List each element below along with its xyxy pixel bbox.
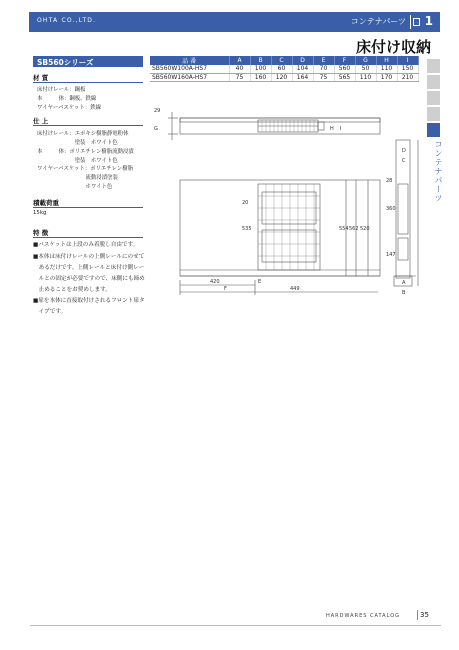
dim-label: 28 <box>386 178 393 184</box>
section-rule <box>33 125 143 126</box>
material-line: ワイヤーバスケット：鉄線 <box>37 105 101 111</box>
table-cell: 60 <box>271 65 292 73</box>
table-cell: 120 <box>271 73 292 81</box>
dim-label: 535 <box>242 226 252 232</box>
table-header: B <box>250 56 271 65</box>
table-header: A <box>229 56 250 65</box>
table-cell: 100 <box>250 65 271 73</box>
side-index-tabs <box>427 59 440 139</box>
dim-label: 449 <box>290 286 300 292</box>
feature-line: 止めることをお奨めします。 <box>33 287 111 293</box>
table-cell: 50 <box>355 65 376 73</box>
finish-line: 流動浸漬塗装 <box>37 175 118 181</box>
feature-line: あるだけです。上側レールと床付け側レー <box>33 265 145 271</box>
side-tab <box>427 75 440 89</box>
table-cell: SB560W100A-HS7 <box>150 65 229 73</box>
side-tab <box>427 59 440 73</box>
dim-label: F <box>224 286 227 292</box>
features-heading: 特 徴 <box>33 229 49 237</box>
material-line: 床付けレール：鋼板 <box>37 87 86 93</box>
table-cell: 70 <box>313 65 334 73</box>
table-header: F <box>334 56 355 65</box>
brand-logo: OHTA CO.,LTD. <box>37 17 97 24</box>
table-header: D <box>292 56 313 65</box>
section-box-icon <box>413 18 420 26</box>
dim-label: 360 <box>386 206 396 212</box>
dim-label: 29 <box>154 108 161 114</box>
finish-line: ワイヤーバスケット：ポリエチレン樹脂 <box>37 166 133 172</box>
table-cell: 110 <box>355 73 376 81</box>
dim-label: 554 <box>339 226 349 232</box>
side-label: コンテナパーツ <box>434 140 443 203</box>
table-cell: 560 <box>334 65 355 73</box>
dim-label: B <box>402 290 406 296</box>
series-bar <box>33 56 143 67</box>
dim-label: 20 <box>242 200 249 206</box>
header-divider <box>410 15 411 29</box>
dim-label: G <box>154 126 158 132</box>
section-number: 1 <box>424 14 433 28</box>
table-cell: 565 <box>334 73 355 81</box>
footer-rule <box>30 625 441 626</box>
page-number-divider <box>417 610 418 620</box>
table-cell: 210 <box>397 73 418 81</box>
technical-drawing <box>150 100 425 300</box>
section-label: コンテナパーツ <box>350 17 406 26</box>
feature-line: ルとの固定が必要ですので、床側にも締め <box>33 276 145 282</box>
table-header-row <box>150 56 418 65</box>
table-cell: SB560W160A-HS7 <box>150 73 229 81</box>
dim-label: D <box>402 148 406 154</box>
finish-line: ホワイト色 <box>37 184 113 190</box>
finish-line: 塗装 ホワイト色 <box>37 158 118 164</box>
table-header: 品 番 <box>150 56 229 65</box>
table-cell: 110 <box>376 65 397 73</box>
table-cell: 75 <box>313 73 334 81</box>
finish-line: 塗装 ホワイト色 <box>37 140 118 146</box>
table-cell: 75 <box>229 73 250 81</box>
table-header: C <box>271 56 292 65</box>
dim-label: I <box>340 126 342 132</box>
dim-label: A <box>402 280 406 286</box>
table-header: I <box>397 56 418 65</box>
finish-line: 本 体：ポリエチレン樹脂流動浸漬 <box>37 149 134 155</box>
feature-line: ■バスケットは上段のみ着脱し自由です。 <box>33 242 139 248</box>
table-cell: 170 <box>376 73 397 81</box>
dim-label: C <box>402 158 406 164</box>
table-header: G <box>355 56 376 65</box>
table-cell: 40 <box>229 65 250 73</box>
load-heading: 積載荷重 <box>33 199 59 207</box>
series-title: SB560シリーズ <box>37 58 94 67</box>
dim-label: 420 <box>210 279 220 285</box>
spec-table <box>150 56 419 82</box>
section-rule <box>33 207 143 208</box>
load-value: 15kg <box>33 210 47 216</box>
section-rule <box>33 237 143 238</box>
feature-line: ■本体は床付けレールの上側レールにのせて <box>33 254 145 260</box>
finish-heading: 仕 上 <box>33 117 49 125</box>
section-rule <box>33 82 143 83</box>
table-cell: 160 <box>250 73 271 81</box>
table-row <box>150 73 418 81</box>
feature-line: ■扉を本体に直接取付けされるフロント扉タ <box>33 298 145 304</box>
dim-label: E <box>258 279 262 285</box>
finish-line: 床付けレール：エポキシ樹脂静電粉体 <box>37 131 129 137</box>
table-row <box>150 65 418 73</box>
table-header: E <box>313 56 334 65</box>
dim-label: 520 <box>360 226 370 232</box>
side-tab <box>427 91 440 105</box>
feature-line: イプです。 <box>33 309 67 315</box>
dim-label: H <box>330 126 334 132</box>
table-header: H <box>376 56 397 65</box>
material-heading: 材 質 <box>33 74 49 82</box>
header-bar <box>29 12 440 32</box>
page-title: 床付け収納 <box>355 38 431 56</box>
table-cell: 164 <box>292 73 313 81</box>
side-tab <box>427 107 440 121</box>
page-number: 35 <box>420 611 429 619</box>
table-cell: 104 <box>292 65 313 73</box>
table-cell: 150 <box>397 65 418 73</box>
dim-label: 147 <box>386 252 396 258</box>
side-tab-active <box>427 123 440 137</box>
catalog-name: HARDWARES CATALOG <box>326 613 401 619</box>
dim-label: 562 <box>349 226 359 232</box>
material-line: 本 体：鋼板、鉄線 <box>37 96 97 102</box>
